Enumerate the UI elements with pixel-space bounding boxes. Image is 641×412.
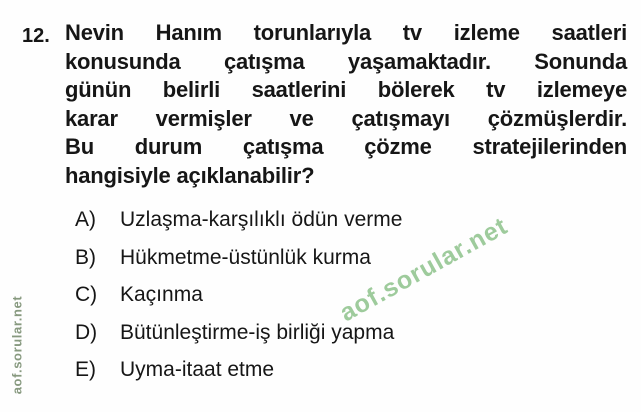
question-block xyxy=(0,0,641,190)
option-e xyxy=(75,358,641,382)
question-line: hangisiyle açıklanabilir? xyxy=(65,162,315,188)
option-text: Hükmetme-üstünlük kurma xyxy=(120,245,371,269)
option-b xyxy=(75,246,641,270)
option-letter: C) xyxy=(75,283,98,306)
diagonal-watermark-text: aof.sorular.net xyxy=(335,211,513,328)
question-line: Nevin Hanım torunlarıyla tv izleme saatleri xyxy=(65,20,627,45)
option-letter: B) xyxy=(75,245,96,269)
question-line: Bu durum çatışma çözme stratejilerinden xyxy=(65,134,627,159)
side-watermark-text: aof.sorular.net xyxy=(9,295,25,395)
option-letter: A) xyxy=(75,208,96,231)
option-text: Uzlaşma-karşılıklı ödün verme xyxy=(120,208,403,231)
question-line: konusunda çatışma yaşamaktadır. Sonunda xyxy=(65,48,627,74)
option-text: Kaçınma xyxy=(120,283,203,306)
option-d xyxy=(75,321,641,345)
option-text: Uyma-itaat etme xyxy=(120,358,275,381)
options-list xyxy=(0,208,641,382)
option-a xyxy=(75,208,641,232)
option-text: Bütünleştirme-iş birliği yapma xyxy=(120,320,395,344)
option-letter: E) xyxy=(75,358,96,381)
option-letter: D) xyxy=(75,320,98,344)
question-number: 12. xyxy=(22,25,50,47)
option-c xyxy=(75,283,641,307)
question-line: karar vermişler ve çatışmayı çözmüşlerdir. xyxy=(65,105,627,131)
question-text xyxy=(65,19,627,190)
question-line: günün belirli saatlerini bölerek tv izlemeye xyxy=(65,77,627,102)
